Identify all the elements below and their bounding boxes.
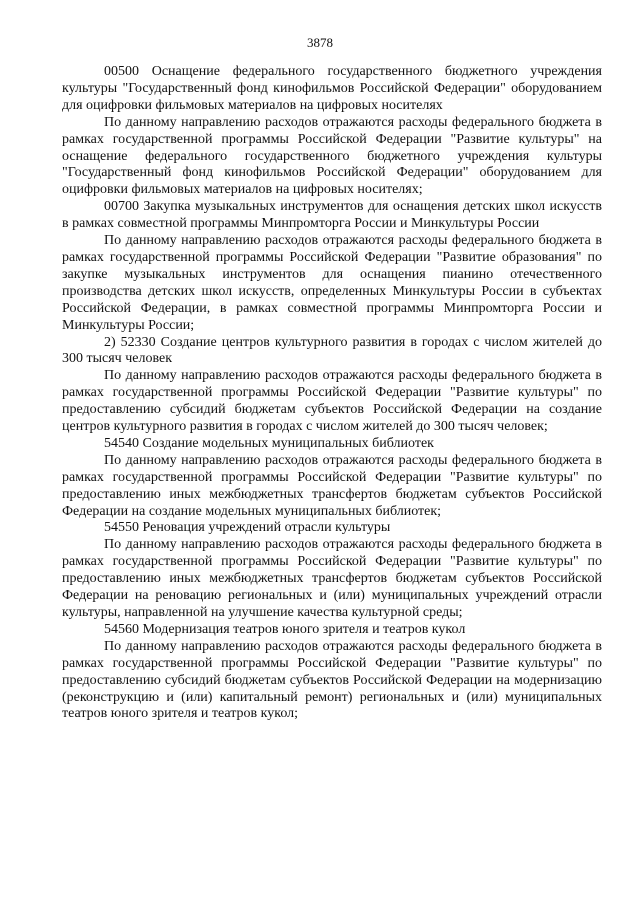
paragraph-description-54550: По данному направлению расходов отражаются расходы федерального бюджета в рамках государственной программы Российской Федерации "Развитие культуры" по предоставлению иных межбюджетных трансфертов бюджетам субъектов Российской Федерации на реновацию региональных и (или) муниципальных учреждений отрасли культуры, направленной на улучшение качества культурной среды; [62, 537, 602, 620]
paragraph-heading-54560: 54560 Модернизация театров юного зрителя и театров кукол [104, 621, 466, 637]
paragraph-heading-00700: 00700 Закупка музыкальных инструментов для оснащения детских школ искусств в рамках совместной программы Минпромторга России и Минкультуры России [62, 199, 602, 232]
paragraph-heading-00500: 00500 Оснащение федерального государственного бюджетного учреждения культуры "Государственный фонд кинофильмов Российской Федерации" оборудованием для оцифровки фильмовых материалов на цифровых носителях [62, 64, 602, 113]
paragraph-description-54560: По данному направлению расходов отражаются расходы федерального бюджета в рамках государственной программы Российской Федерации "Развитие культуры" по предоставлению субсидий бюджетам субъектов Российской Федерации на модернизацию (реконструкцию и (или) капитальный ремонт) региональных и (или) муниципальных театров юного зрителя и театров кукол; [62, 638, 602, 722]
paragraph-description-00500: По данному направлению расходов отражаются расходы федерального бюджета в рамках государственной программы Российской Федерации "Развитие культуры" на оснащение федерального государственного бюджетного учреждения культуры "Государственный фонд кинофильмов Российской Федерации" оборудованием для оцифровки фильмовых материалов на цифровых носителях; [62, 114, 602, 198]
paragraph-heading-52330: 2) 52330 Создание центров культурного развития в городах с числом жителей до 300 тысяч человек [62, 334, 602, 367]
document-body [62, 64, 602, 723]
paragraph-heading-54550: 54550 Реновация учреждений отрасли культуры [104, 520, 391, 536]
paragraph-description-00700: По данному направлению расходов отражаются расходы федерального бюджета в рамках государственной программы Российской Федерации "Развитие образования" по закупке музыкальных инструментов для оснащения пианино отечественного производства детских школ искусств, определенных Минкультуры России в субъектах Российской Федерации, в рамках совместной программы Минпромторга России и Минкультуры России; [62, 233, 602, 333]
paragraph-description-54540: По данному направлению расходов отражаются расходы федерального бюджета в рамках государственной программы Российской Федерации "Развитие культуры" по предоставлению иных межбюджетных трансфертов бюджетам субъектов Российской Федерации на создание модельных муниципальных библиотек; [62, 452, 602, 519]
paragraph-description-52330: По данному направлению расходов отражаются расходы федерального бюджета в рамках государственной программы Российской Федерации "Развитие культуры" по предоставлению субсидий бюджетам субъектов Российской Федерации на создание центров культурного развития в городах с числом жителей до 300 тысяч человек; [62, 368, 602, 435]
page-number: 3878 [307, 35, 333, 50]
paragraph-heading-54540: 54540 Создание модельных муниципальных библиотек [104, 435, 434, 451]
